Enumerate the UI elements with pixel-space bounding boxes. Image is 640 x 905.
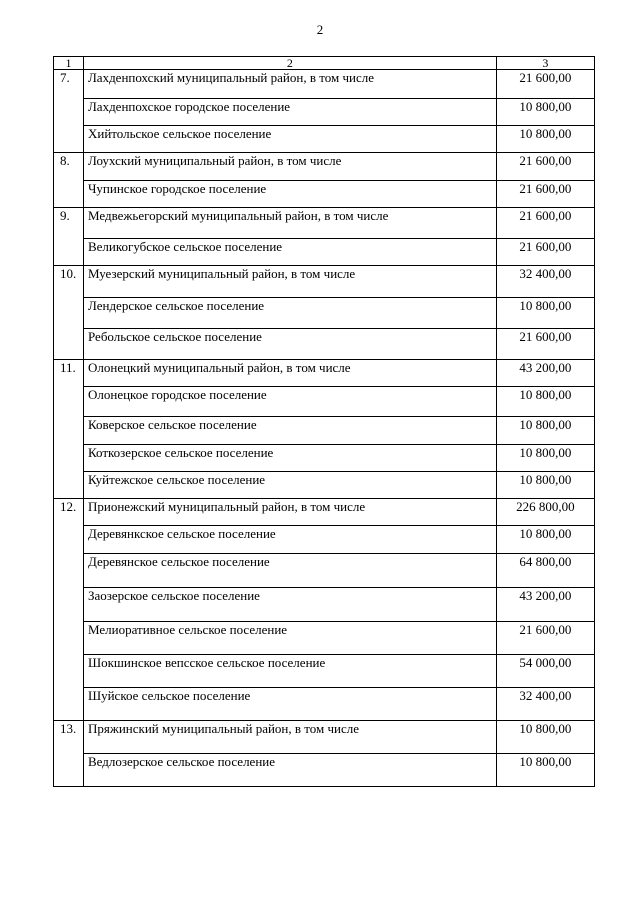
amount-value: 43 200,00 [496, 360, 594, 387]
page-number: 2 [316, 22, 324, 37]
amount-value: 21 600,00 [496, 622, 594, 655]
settlement-row [54, 181, 595, 208]
settlement-row [54, 417, 595, 445]
allocation-table-body [54, 57, 595, 787]
settlement-name: Хийтольское сельское поселение [83, 126, 496, 153]
settlement-name: Куйтежское сельское поселение [83, 472, 496, 499]
settlement-row [54, 588, 595, 622]
amount-value: 10 800,00 [496, 99, 594, 126]
settlement-name: Деревянкское сельское поселение [83, 526, 496, 554]
settlement-name: Деревянское сельское поселение [83, 554, 496, 588]
settlement-name: Ребольское сельское поселение [83, 329, 496, 360]
district-row [54, 499, 595, 526]
settlement-row [54, 622, 595, 655]
row-number: 13. [54, 721, 84, 787]
district-name: Лоухский муниципальный район, в том числе [83, 153, 496, 181]
amount-value: 54 000,00 [496, 655, 594, 688]
amount-value: 32 400,00 [496, 688, 594, 721]
settlement-row [54, 298, 595, 329]
settlement-row [54, 655, 595, 688]
amount-value: 64 800,00 [496, 554, 594, 588]
settlement-name: Шуйское сельское поселение [83, 688, 496, 721]
amount-value: 21 600,00 [496, 70, 594, 99]
district-name: Прионежский муниципальный район, в том числе [83, 499, 496, 526]
row-number: 12. [54, 499, 84, 721]
district-row [54, 360, 595, 387]
settlement-row [54, 754, 595, 787]
amount-value: 10 800,00 [496, 445, 594, 472]
amount-value: 21 600,00 [496, 329, 594, 360]
amount-value: 10 800,00 [496, 472, 594, 499]
row-number: 8. [54, 153, 84, 208]
amount-value: 21 600,00 [496, 181, 594, 208]
settlement-name: Чупинское городское поселение [83, 181, 496, 208]
district-row [54, 721, 595, 754]
settlement-name: Ведлозерское сельское поселение [83, 754, 496, 787]
settlement-row [54, 239, 595, 266]
settlement-name: Великогубское сельское поселение [83, 239, 496, 266]
settlement-row [54, 387, 595, 417]
column-number-1: 1 [54, 57, 84, 70]
district-name: Муезерский муниципальный район, в том числе [83, 266, 496, 298]
amount-value: 10 800,00 [496, 387, 594, 417]
settlement-row [54, 445, 595, 472]
amount-value: 10 800,00 [496, 126, 594, 153]
settlement-row [54, 329, 595, 360]
settlement-name: Коткозерское сельское поселение [83, 445, 496, 472]
settlement-row [54, 472, 595, 499]
settlement-name: Коверское сельское поселение [83, 417, 496, 445]
amount-value: 21 600,00 [496, 239, 594, 266]
column-number-row [54, 57, 595, 70]
district-name: Лахденпохский муниципальный район, в том числе [83, 70, 496, 99]
settlement-row [54, 126, 595, 153]
amount-value: 10 800,00 [496, 417, 594, 445]
row-number: 10. [54, 266, 84, 360]
column-number-3: 3 [496, 57, 594, 70]
settlement-name: Заозерское сельское поселение [83, 588, 496, 622]
allocation-table [53, 56, 595, 787]
amount-value: 10 800,00 [496, 298, 594, 329]
amount-value: 21 600,00 [496, 153, 594, 181]
settlement-name: Мелиоративное сельское поселение [83, 622, 496, 655]
amount-value: 10 800,00 [496, 754, 594, 787]
district-row [54, 70, 595, 99]
amount-value: 10 800,00 [496, 721, 594, 754]
settlement-name: Олонецкое городское поселение [83, 387, 496, 417]
row-number: 7. [54, 70, 84, 153]
settlement-name: Лахденпохское городское поселение [83, 99, 496, 126]
settlement-row [54, 99, 595, 126]
district-row [54, 266, 595, 298]
column-number-2: 2 [83, 57, 496, 70]
district-row [54, 208, 595, 239]
amount-value: 21 600,00 [496, 208, 594, 239]
amount-value: 43 200,00 [496, 588, 594, 622]
settlement-row [54, 688, 595, 721]
district-name: Олонецкий муниципальный район, в том числе [83, 360, 496, 387]
settlement-row [54, 526, 595, 554]
district-name: Медвежьегорский муниципальный район, в том числе [83, 208, 496, 239]
district-row [54, 153, 595, 181]
row-number: 11. [54, 360, 84, 499]
settlement-row [54, 554, 595, 588]
row-number: 9. [54, 208, 84, 266]
settlement-name: Лендерское сельское поселение [83, 298, 496, 329]
settlement-name: Шокшинское вепсское сельское поселение [83, 655, 496, 688]
district-name: Пряжинский муниципальный район, в том числе [83, 721, 496, 754]
amount-value: 10 800,00 [496, 526, 594, 554]
amount-value: 32 400,00 [496, 266, 594, 298]
amount-value: 226 800,00 [496, 499, 594, 526]
